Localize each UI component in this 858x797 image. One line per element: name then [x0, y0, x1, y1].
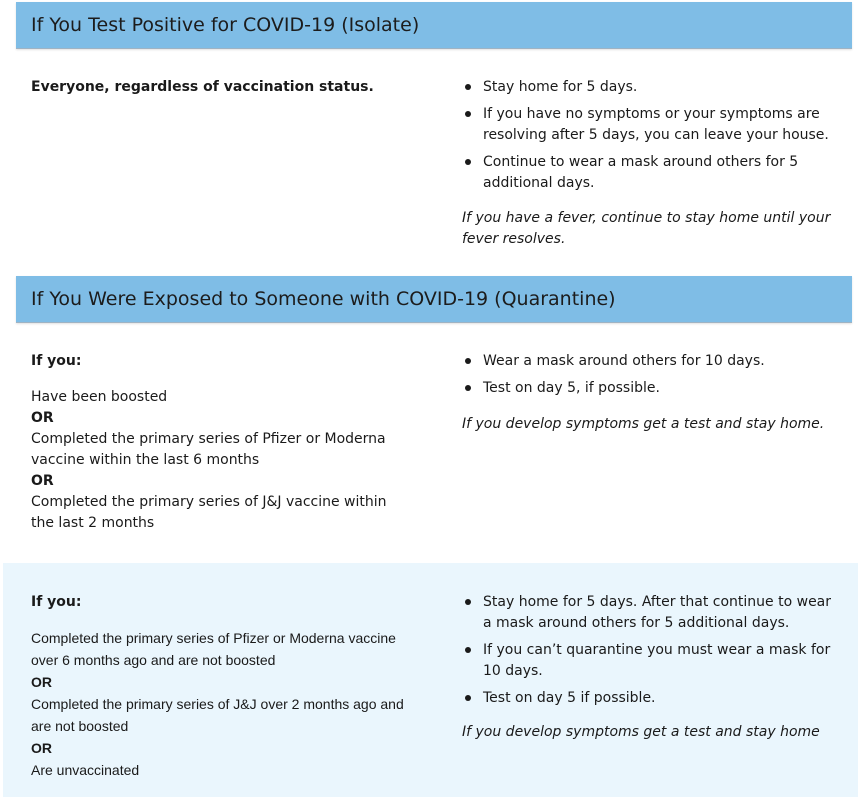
list-item: Wear a mask around others for 10 days.: [462, 351, 832, 372]
group2-bullet-list: [462, 592, 834, 715]
isolate-bullet-list: [462, 77, 832, 200]
section-isolate-title: If You Test Positive for COVID-19 (Isolate): [31, 14, 420, 36]
bullet-icon: [465, 159, 471, 165]
group2-line1: Completed the primary series of Pfizer or Moderna vaccine over 6 months ago and are not boosted: [31, 630, 396, 668]
section-isolate-header: [16, 2, 852, 49]
group2-intro: If you:: [31, 594, 82, 610]
list-item: Stay home for 5 days.: [462, 77, 832, 98]
group1-or1: OR: [31, 410, 54, 426]
group1-line3: Completed the primary series of J&J vaccine within the last 2 months: [31, 494, 387, 531]
group1-intro: If you:: [31, 353, 82, 369]
group1-line1: Have been boosted: [31, 389, 168, 405]
list-item: Test on day 5 if possible.: [462, 688, 834, 709]
list-item: If you can’t quarantine you must wear a mask for 10 days.: [462, 640, 834, 682]
group1-or2: OR: [31, 473, 54, 489]
isolate-note: If you have a fever, continue to stay home until your fever resolves.: [462, 210, 831, 247]
group2-or1: OR: [31, 674, 52, 690]
list-item: If you have no symptoms or your symptoms are resolving after 5 days, you can leave your house.: [462, 104, 832, 146]
isolate-who: Everyone, regardless of vaccination status.: [31, 79, 374, 95]
list-item: Test on day 5, if possible.: [462, 378, 832, 399]
section-quarantine-header: [16, 276, 852, 323]
list-item: Stay home for 5 days. After that continue to wear a mask around others for 5 additional days.: [462, 592, 834, 634]
quarantine-group2-criteria: [31, 592, 411, 781]
group2-criteria-text: [31, 627, 411, 781]
group1-line2: Completed the primary series of Pfizer or Moderna vaccine within the last 6 months: [31, 431, 386, 468]
bullet-icon: [465, 385, 471, 391]
list-item: Continue to wear a mask around others for 5 additional days.: [462, 152, 832, 194]
group2-line2: Completed the primary series of J&J over 2 months ago and are not boosted: [31, 696, 404, 734]
section-quarantine-title: If You Were Exposed to Someone with COVID-19 (Quarantine): [31, 288, 616, 310]
bullet-icon: [465, 695, 471, 701]
group2-or2: OR: [31, 740, 52, 756]
bullet-icon: [465, 84, 471, 90]
bullet-icon: [465, 599, 471, 605]
group1-bullet-list: [462, 351, 832, 405]
group1-note: If you develop symptoms get a test and stay home.: [462, 416, 825, 432]
group2-line3: Are unvaccinated: [31, 762, 140, 778]
bullet-icon: [465, 111, 471, 117]
bullet-icon: [465, 358, 471, 364]
quarantine-group1-criteria: [31, 351, 403, 534]
group2-note: If you develop symptoms get a test and stay home: [462, 724, 820, 740]
bullet-icon: [465, 647, 471, 653]
